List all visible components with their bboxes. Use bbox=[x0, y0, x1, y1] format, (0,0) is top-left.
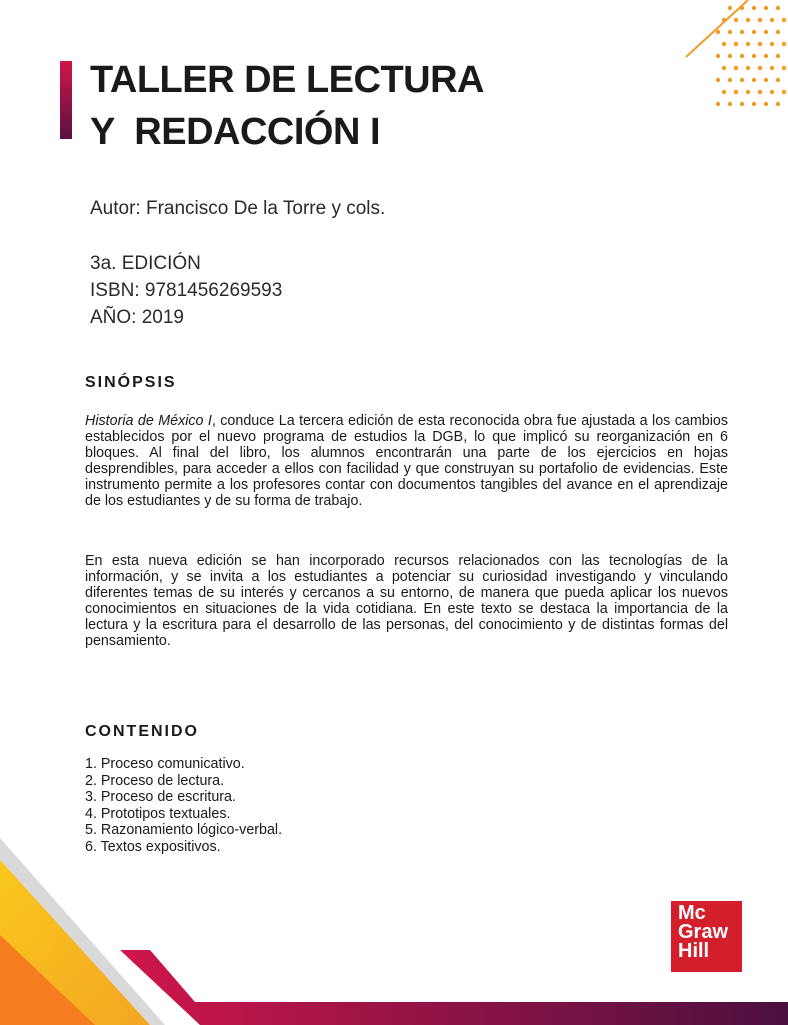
list-item: 4. Prototipos textuales. bbox=[85, 805, 231, 822]
decorative-dot bbox=[782, 66, 786, 70]
synopsis-paragraph-1-text: , conduce La tercera edición de esta reconocida obra fue ajustada a los cambios establecidos por el nuevo programa de estudios la DGB, lo que implicó su reorganización en 6 bloques. Al final del libro, los alumnos encontrarán una parte de los ejercicios en hojas desprendibles, para acceder a ellos con facilidad y que construyan su portafolio de evidencias. Este instrumento permite a los profesores contar con documentos tangibles del avance en el aprendizaje de los estudiantes y de su forma de trabajo. bbox=[85, 413, 728, 509]
decorative-dot bbox=[770, 66, 774, 70]
decorative-dot bbox=[776, 30, 780, 34]
decorative-dot bbox=[716, 30, 720, 34]
decorative-dot bbox=[764, 30, 768, 34]
decorative-dot bbox=[722, 66, 726, 70]
decorative-dot bbox=[752, 6, 756, 10]
decorative-dot bbox=[740, 6, 744, 10]
decorative-dot bbox=[764, 54, 768, 58]
logo-line-1: Mc bbox=[678, 902, 706, 924]
decorative-dot bbox=[758, 66, 762, 70]
decorative-dot bbox=[782, 18, 786, 22]
decorative-dot bbox=[740, 78, 744, 82]
decorative-dot bbox=[758, 18, 762, 22]
decorative-dot bbox=[776, 102, 780, 106]
decorative-dot-pattern bbox=[678, 0, 788, 115]
decorative-dot bbox=[764, 78, 768, 82]
logo-line-2: Graw bbox=[678, 921, 729, 943]
book-title bbox=[90, 54, 484, 158]
decorative-dot bbox=[716, 54, 720, 58]
decorative-dot bbox=[776, 6, 780, 10]
decorative-dot bbox=[734, 66, 738, 70]
decorative-dot bbox=[758, 90, 762, 94]
decorative-dot bbox=[722, 42, 726, 46]
decorative-dot bbox=[752, 102, 756, 106]
mcgraw-hill-logo bbox=[671, 901, 742, 972]
decorative-dot bbox=[734, 42, 738, 46]
decorative-dot bbox=[716, 78, 720, 82]
decorative-dot bbox=[716, 102, 720, 106]
decorative-dot bbox=[746, 66, 750, 70]
decorative-dot bbox=[728, 102, 732, 106]
decorative-dot bbox=[752, 54, 756, 58]
decorative-dot bbox=[728, 30, 732, 34]
decorative-dot bbox=[728, 54, 732, 58]
list-item: 3. Proceso de escritura. bbox=[85, 789, 236, 805]
decorative-dot bbox=[728, 6, 732, 10]
decorative-dot bbox=[734, 18, 738, 22]
decorative-dot bbox=[722, 18, 726, 22]
decorative-dot bbox=[740, 102, 744, 106]
publication-details bbox=[90, 250, 282, 331]
decorative-dot bbox=[752, 30, 756, 34]
decorative-dot bbox=[782, 90, 786, 94]
book-reference: Historia de México I bbox=[85, 413, 212, 429]
list-item: 6. Textos expositivos. bbox=[85, 838, 221, 855]
decorative-dot bbox=[776, 78, 780, 82]
decorative-dot bbox=[770, 42, 774, 46]
title-accent-bar bbox=[60, 61, 72, 139]
synopsis-heading: SINÓPSIS bbox=[85, 374, 177, 391]
decorative-dot bbox=[746, 18, 750, 22]
decorative-dot bbox=[770, 18, 774, 22]
decorative-dot bbox=[770, 90, 774, 94]
synopsis-paragraph-1 bbox=[85, 413, 728, 509]
edition: 3a. EDICIÓN bbox=[90, 253, 201, 274]
list-item: 1. Proceso comunicativo. bbox=[85, 756, 245, 772]
decorative-dot bbox=[740, 30, 744, 34]
decorative-dot bbox=[722, 90, 726, 94]
decorative-dot bbox=[734, 90, 738, 94]
decorative-dot bbox=[758, 42, 762, 46]
year: AÑO: 2019 bbox=[90, 307, 184, 328]
list-item: 2. Proceso de lectura. bbox=[85, 772, 225, 789]
decorative-dot bbox=[746, 42, 750, 46]
contents-heading: CONTENIDO bbox=[85, 723, 199, 740]
author-line: Autor: Francisco De la Torre y cols. bbox=[90, 198, 386, 219]
logo-line-3: Hill bbox=[678, 940, 710, 962]
title-line-1: TALLER DE LECTURA bbox=[90, 59, 484, 101]
decorative-dot bbox=[764, 102, 768, 106]
decorative-dot bbox=[752, 78, 756, 82]
decorative-dot bbox=[776, 54, 780, 58]
decorative-dot bbox=[746, 90, 750, 94]
decorative-dot bbox=[728, 78, 732, 82]
decorative-dot bbox=[740, 54, 744, 58]
title-line-2: Y REDACCIÓN I bbox=[90, 111, 381, 153]
decorative-dot bbox=[782, 42, 786, 46]
decorative-dot bbox=[764, 6, 768, 10]
list-item: 5. Razonamiento lógico-verbal. bbox=[85, 822, 283, 838]
isbn: ISBN: 9781456269593 bbox=[90, 280, 283, 301]
synopsis-paragraph-2: En esta nueva edición se han incorporado recursos relacionados con las tecnologías de la información, y se invita a los estudiantes a potenciar su curiosidad investigando y vinculando diferentes temas de su interés y cercanos a su entorno, de manera que pueda aplicar los nuevos conocimientos en situaciones de la vida cotidiana. En este texto se destaca la importancia de la lectura y la escritura para el desarrollo de las personas, del conocimiento y de distintas formas del pensamiento. bbox=[85, 553, 728, 649]
decorative-bottom-shapes bbox=[0, 830, 788, 1025]
